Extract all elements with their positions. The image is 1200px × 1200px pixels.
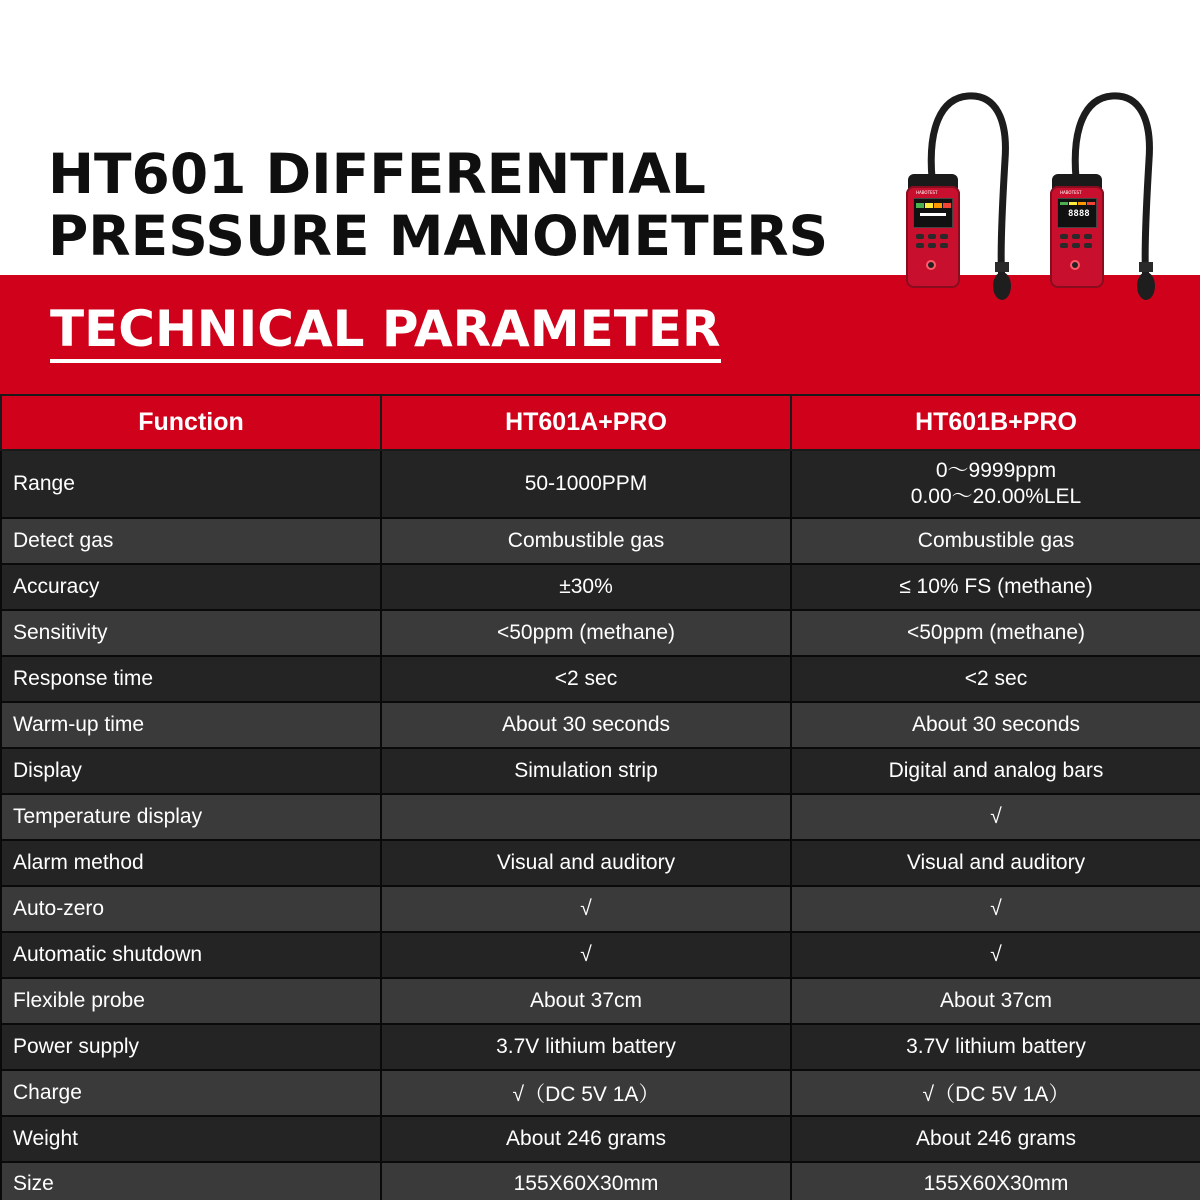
table-row xyxy=(1,610,1200,656)
cell-ht601b: √ xyxy=(791,886,1200,932)
cell-ht601b: √ xyxy=(791,794,1200,840)
brand-label: HABOTEST xyxy=(916,190,938,195)
row-label: Size xyxy=(1,1162,381,1200)
device-screen xyxy=(913,198,953,228)
row-label: Range xyxy=(1,450,381,518)
cell-ht601a: About 30 seconds xyxy=(381,702,791,748)
cell-ht601a: 155X60X30mm xyxy=(381,1162,791,1200)
cell-ht601a: √ xyxy=(381,932,791,978)
cell-ht601b: About 30 seconds xyxy=(791,702,1200,748)
table-row xyxy=(1,564,1200,610)
page-title xyxy=(48,143,828,267)
cell-ht601a: Simulation strip xyxy=(381,748,791,794)
table-row xyxy=(1,748,1200,794)
table-row xyxy=(1,518,1200,564)
cell-ht601a: ±30% xyxy=(381,564,791,610)
cell-ht601a: Visual and auditory xyxy=(381,840,791,886)
cell-ht601a: <50ppm (methane) xyxy=(381,610,791,656)
device-body xyxy=(906,186,960,288)
cell-ht601a: About 246 grams xyxy=(381,1116,791,1162)
header-ht601a: HT601A+PRO xyxy=(381,395,791,450)
cell-ht601b: Combustible gas xyxy=(791,518,1200,564)
cell-ht601b: Visual and auditory xyxy=(791,840,1200,886)
row-label: Flexible probe xyxy=(1,978,381,1024)
lcd-readout: 8888 xyxy=(1068,209,1090,219)
row-label: Alarm method xyxy=(1,840,381,886)
row-label: Warm-up time xyxy=(1,702,381,748)
table-header-row xyxy=(1,395,1200,450)
section-subtitle: TECHNICAL PARAMETER xyxy=(50,299,721,363)
cell-ht601b: <2 sec xyxy=(791,656,1200,702)
title-line-2: PRESSURE MANOMETERS xyxy=(48,204,829,268)
table-row xyxy=(1,1116,1200,1162)
cell-ht601b: About 37cm xyxy=(791,978,1200,1024)
device-screen xyxy=(1057,198,1097,228)
power-button-icon xyxy=(1070,260,1080,270)
cell-ht601b: 3.7V lithium battery xyxy=(791,1024,1200,1070)
header-ht601b: HT601B+PRO xyxy=(791,395,1200,450)
cell-ht601a xyxy=(381,794,791,840)
power-button-icon xyxy=(926,260,936,270)
cell-ht601b: <50ppm (methane) xyxy=(791,610,1200,656)
device-body xyxy=(1050,186,1104,288)
row-label: Response time xyxy=(1,656,381,702)
cell-ht601a: <2 sec xyxy=(381,656,791,702)
table-row xyxy=(1,1024,1200,1070)
table-row xyxy=(1,1070,1200,1116)
cell-ht601b: √（DC 5V 1A） xyxy=(791,1070,1200,1116)
table-row xyxy=(1,450,1200,518)
range-line-1: 0～9999ppm xyxy=(935,459,1057,482)
cell-ht601a: 3.7V lithium battery xyxy=(381,1024,791,1070)
range-line-2: 0.00～20.00%LEL xyxy=(910,485,1082,508)
cell-ht601a: √（DC 5V 1A） xyxy=(381,1070,791,1116)
cell-ht601b: 155X60X30mm xyxy=(791,1162,1200,1200)
row-label: Automatic shutdown xyxy=(1,932,381,978)
row-label: Auto-zero xyxy=(1,886,381,932)
row-label: Accuracy xyxy=(1,564,381,610)
row-label: Display xyxy=(1,748,381,794)
cell-ht601a: √ xyxy=(381,886,791,932)
row-label: Weight xyxy=(1,1116,381,1162)
row-label: Temperature display xyxy=(1,794,381,840)
cell-ht601b xyxy=(791,450,1200,518)
table-row xyxy=(1,932,1200,978)
spec-table xyxy=(0,394,1200,1200)
table-row xyxy=(1,886,1200,932)
device-ht601b-image xyxy=(1044,90,1164,302)
cell-ht601b: √ xyxy=(791,932,1200,978)
cell-ht601b: About 246 grams xyxy=(791,1116,1200,1162)
table-row xyxy=(1,978,1200,1024)
row-label: Charge xyxy=(1,1070,381,1116)
cell-ht601a: 50-1000PPM xyxy=(381,450,791,518)
row-label: Sensitivity xyxy=(1,610,381,656)
cell-ht601b: ≤ 10% FS (methane) xyxy=(791,564,1200,610)
table-row xyxy=(1,794,1200,840)
table-row xyxy=(1,656,1200,702)
title-line-1: HT601 DIFFERENTIAL xyxy=(48,142,706,206)
cell-ht601a: About 37cm xyxy=(381,978,791,1024)
table-row xyxy=(1,702,1200,748)
header-function: Function xyxy=(1,395,381,450)
brand-label: HABOTEST xyxy=(1060,190,1082,195)
cell-ht601b: Digital and analog bars xyxy=(791,748,1200,794)
row-label: Detect gas xyxy=(1,518,381,564)
device-ht601a-image xyxy=(900,90,1020,302)
row-label: Power supply xyxy=(1,1024,381,1070)
table-row xyxy=(1,1162,1200,1200)
table-row xyxy=(1,840,1200,886)
cell-ht601a: Combustible gas xyxy=(381,518,791,564)
